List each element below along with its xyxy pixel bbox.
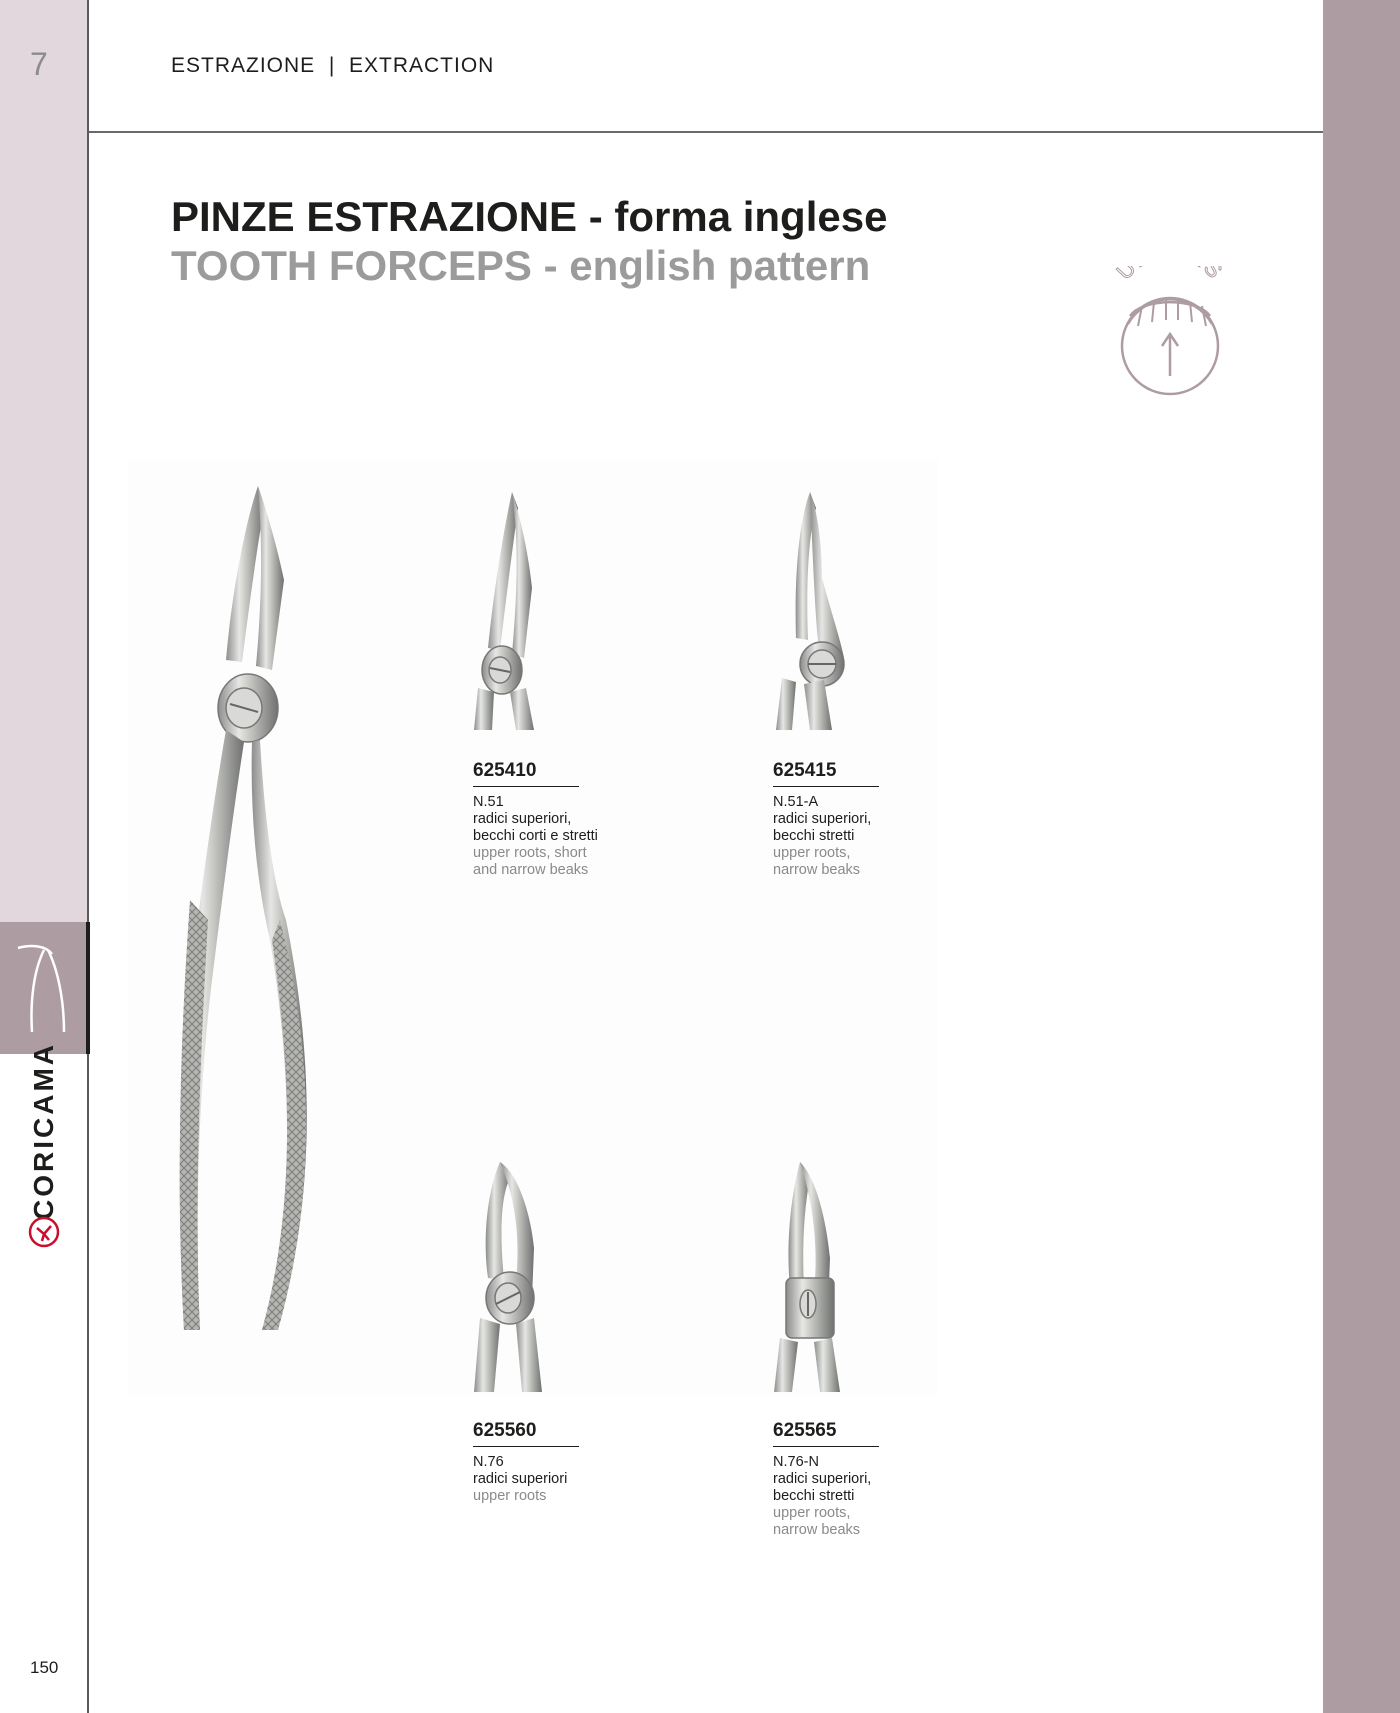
uppers-badge bbox=[1108, 266, 1232, 398]
header-divider bbox=[89, 131, 1323, 133]
section-label: ESTRAZIONE | EXTRACTION bbox=[171, 54, 495, 77]
product-code: 625410 bbox=[473, 760, 579, 787]
product-625410 bbox=[473, 760, 643, 879]
product-description-english: upper roots, narrow beaks bbox=[773, 1505, 861, 1538]
page-title-italian: PINZE ESTRAZIONE - forma inglese bbox=[171, 193, 888, 240]
chapter-tab bbox=[0, 922, 90, 1054]
forceps-large-image bbox=[160, 480, 340, 1340]
product-model: N.76-N bbox=[773, 1454, 819, 1470]
product-description-italian: radici superiori, becchi corti e stretti bbox=[473, 811, 598, 844]
product-description-italian: radici superiori, becchi stretti bbox=[773, 1471, 872, 1504]
left-sidebar bbox=[0, 0, 88, 1713]
product-description-italian: radici superiori, becchi stretti bbox=[773, 811, 872, 844]
product-model: N.51-A bbox=[773, 794, 819, 810]
product-description-english: upper roots bbox=[473, 1488, 547, 1504]
product-625560 bbox=[473, 1420, 643, 1505]
chapter-number: 7 bbox=[30, 46, 48, 82]
product-model: N.76 bbox=[473, 1454, 504, 1470]
right-edge-bar bbox=[1323, 0, 1400, 1713]
left-divider bbox=[87, 0, 89, 1713]
product-description-italian: radici superiori bbox=[473, 1471, 568, 1487]
product-code: 625560 bbox=[473, 1420, 579, 1447]
product-code: 625565 bbox=[773, 1420, 879, 1447]
brand-emblem-icon bbox=[28, 1216, 60, 1248]
product-description-english: upper roots, narrow beaks bbox=[773, 845, 861, 878]
forceps-625560-image bbox=[470, 1158, 550, 1392]
product-625415 bbox=[773, 760, 943, 879]
forceps-625415-image bbox=[770, 488, 850, 730]
upper-jaw-arrow-icon bbox=[1108, 266, 1232, 398]
product-model: N.51 bbox=[473, 794, 504, 810]
forceps-625410-image bbox=[470, 488, 550, 730]
brand-logo bbox=[18, 1042, 70, 1250]
page-title-english: TOOTH FORCEPS - english pattern bbox=[171, 242, 871, 289]
brand-name: CORICAMA bbox=[28, 1042, 59, 1220]
product-description-english: upper roots, short and narrow beaks bbox=[473, 845, 589, 878]
forceps-outline-icon bbox=[14, 940, 74, 1036]
badge-label: U S bbox=[1111, 266, 1229, 285]
page-number: 150 bbox=[30, 1658, 59, 1677]
sidebar-tint bbox=[0, 0, 88, 922]
product-code: 625415 bbox=[773, 760, 879, 787]
forceps-625565-image bbox=[770, 1158, 850, 1392]
product-625565 bbox=[773, 1420, 943, 1539]
